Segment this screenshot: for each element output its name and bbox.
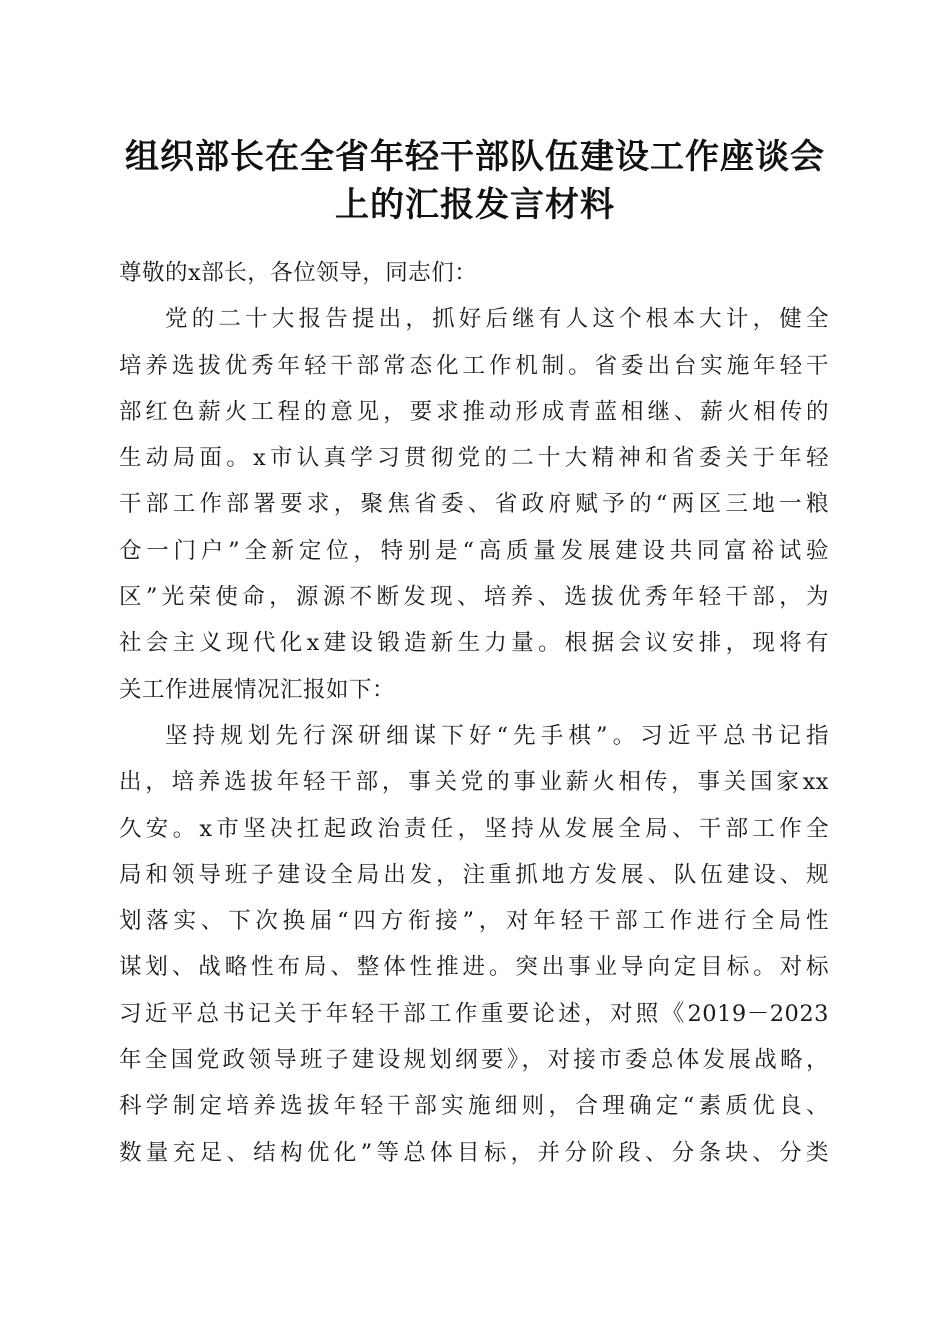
paragraph-intro <box>119 296 829 713</box>
paragraph-line: 局和领导班子建设全局出发，注重抓地方发展、队伍建设、规 <box>119 861 829 888</box>
paragraph-line: 培养选拔优秀年轻干部常态化工作机制。省委出台实施年轻干 <box>119 352 829 379</box>
paragraph-line: 久安。x市坚决扛起政治责任，坚持从发展全局、干部工作全 <box>119 815 829 842</box>
paragraph-line: 社会主义现代化x建设锻造新生力量。根据会议安排，现将有 <box>119 630 829 657</box>
title-line: 组织部长在全省年轻干部队伍建设工作座谈会 <box>125 137 825 177</box>
paragraph-line: 关工作进展情况汇报如下： <box>119 676 396 703</box>
paragraph-line: 党的二十大报告提出，抓好后继有人这个根本大计，健全 <box>165 306 829 333</box>
paragraph-line: 习近平总书记关于年轻干部工作重要论述，对照《2019－2023 <box>119 1000 829 1027</box>
paragraph-line: 区”光荣使命，源源不断发现、培养、选拔优秀年轻干部，为 <box>119 584 829 611</box>
paragraph-line: 科学制定培养选拔年轻干部实施细则，合理确定“素质优良、 <box>119 1093 829 1120</box>
paragraph-line: 划落实、下次换届“四方衔接”，对年轻干部工作进行全局性 <box>119 908 829 935</box>
paragraph-line: 部红色薪火工程的意见，要求推动形成青蓝相继、薪火相传的 <box>119 398 829 425</box>
paragraph-line: 坚持规划先行深研细谋下好“先手棋”。习近平总书记指 <box>165 722 829 749</box>
paragraph-line: 生动局面。x市认真学习贯彻党的二十大精神和省委关于年轻 <box>119 445 829 472</box>
paragraph-line: 谋划、战略性布局、整体性推进。突出事业导向定目标。对标 <box>119 954 829 981</box>
paragraph-line: 仓一门户”全新定位，特别是“高质量发展建设共同富裕试验 <box>119 537 829 564</box>
title-line: 上的汇报发言材料 <box>335 185 615 225</box>
paragraph-line: 出，培养选拔年轻干部，事关党的事业薪火相传，事关国家xx <box>119 769 829 796</box>
document-body <box>119 250 829 1176</box>
paragraph-line: 年全国党政领导班子建设规划纲要》，对接市委总体发展战略， <box>119 1047 829 1074</box>
paragraph-planning <box>119 713 829 1176</box>
paragraph-line: 干部工作部署要求，聚焦省委、省政府赋予的“两区三地一粮 <box>119 491 829 518</box>
paragraph-line: 数量充足、结构优化”等总体目标，并分阶段、分条块、分类 <box>119 1139 829 1166</box>
salutation: 尊敬的x部长，各位领导，同志们： <box>119 260 478 286</box>
document-title <box>100 133 850 229</box>
